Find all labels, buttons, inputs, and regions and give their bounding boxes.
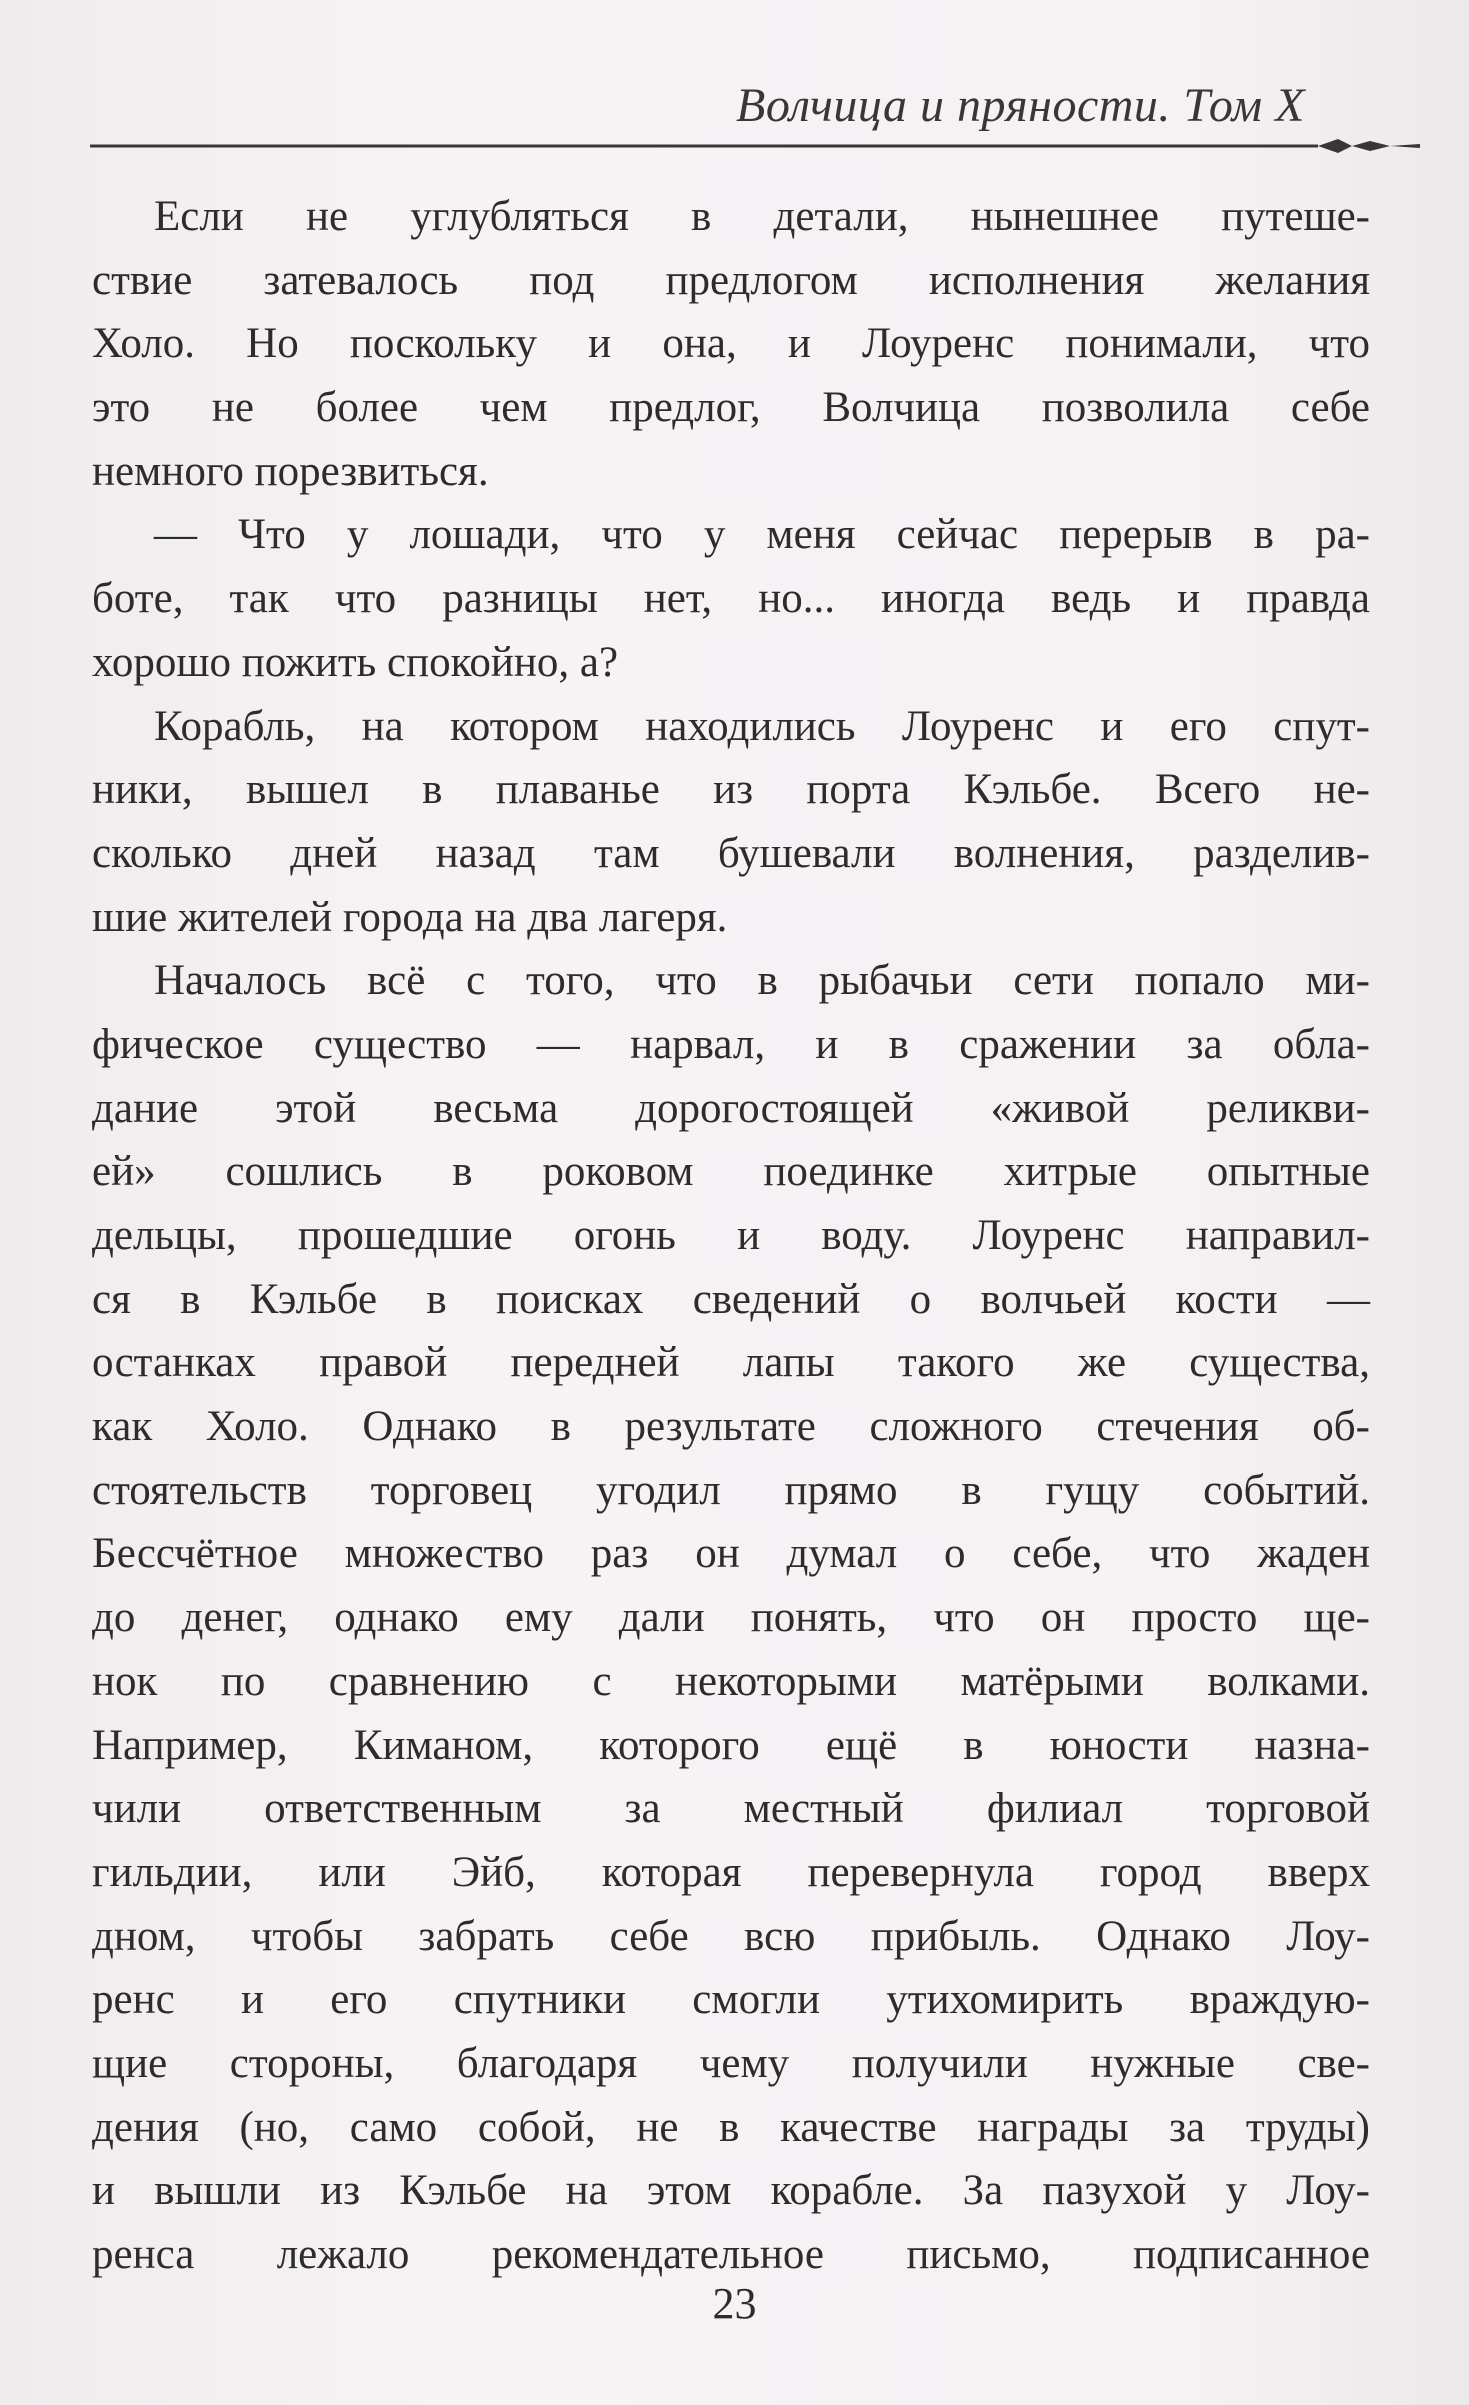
text-line: Корабль, на котором находились Лоуренс и его спут- <box>154 702 1370 750</box>
text-line: ренса лежало рекомендательное письмо, подписанное <box>92 2231 1370 2278</box>
text-line: ся в Кэльбе в поисках сведений о волчьей кости — <box>92 1275 1370 1323</box>
text-line: чили ответственным за местный филиал торговой <box>92 1785 1370 1833</box>
text-line: нок по сравнению с некоторыми матёрыми волками. <box>92 1657 1370 1705</box>
text-line: ей» сошлись в роковом поединке хитрые опытные <box>92 1148 1370 1196</box>
text-line: Холо. Но поскольку и она, и Лоуренс понимали, что <box>92 320 1370 368</box>
text-line: Началось всё с того, что в рыбачьи сети попало ми- <box>154 957 1370 1005</box>
text-line: стоятельств торговец угодил прямо в гущу событий. <box>92 1466 1370 1514</box>
text-line: хорошо пожить спокойно, а? <box>92 638 619 686</box>
rule-ornament-icon <box>1318 139 1352 153</box>
text-line: гильдии, или Эйб, которая перевернула город вверх <box>92 1848 1370 1896</box>
text-line: дельцы, прошедшие огонь и воду. Лоуренс направил- <box>92 1212 1370 1259</box>
text-line: немного порезвиться. <box>92 447 489 495</box>
text-line: ники, вышел в плаванье из порта Кэльбе. Всего не- <box>92 766 1370 814</box>
text-line: шие жителей города на два лагеря. <box>92 893 728 941</box>
text-line: как Холо. Однако в результате сложного стечения об- <box>92 1403 1370 1451</box>
text-line: фическое существо — нарвал, и в сражении за обла- <box>92 1020 1370 1068</box>
running-header <box>90 70 1420 160</box>
text-line: ренс и его спутники смогли утихомирить враждую- <box>92 1976 1370 2024</box>
header-title: Волчица и пряности. Том X <box>736 79 1305 132</box>
text-line: дном, чтобы забрать себе всю прибыль. Однако Лоу- <box>92 1912 1370 1960</box>
header-ornamental-rule <box>90 136 1420 156</box>
text-line: останках правой передней лапы такого же существа, <box>92 1339 1370 1387</box>
text-line: щие стороны, благодаря чему получили нужные све- <box>92 2039 1370 2087</box>
text-line: дание этой весьма дорогостоящей «живой реликви- <box>92 1084 1370 1132</box>
text-line: сколько дней назад там бушевали волнения, разделив- <box>92 829 1370 877</box>
text-line: Если не углубляться в детали, нынешнее путеше- <box>154 193 1370 240</box>
text-line: — Что у лошади, что у меня сейчас перерыв в ра- <box>154 511 1370 559</box>
text-line: это не более чем предлог, Волчица позволила себе <box>92 384 1370 432</box>
text-line: Бессчётное множество раз он думал о себе, что жаден <box>92 1530 1370 1578</box>
text-line: ствие затевалось под предлогом исполнения желания <box>92 256 1370 304</box>
text-line: дения (но, само собой, не в качестве награды за труды) <box>92 2103 1370 2151</box>
page-number: 23 <box>712 2279 757 2328</box>
text-line: Например, Киманом, которого ещё в юности назна- <box>92 1721 1370 1769</box>
text-line: до денег, однако ему дали понять, что он просто ще- <box>92 1594 1370 1642</box>
text-line: боте, так что разницы нет, но... иногда ведь и правда <box>92 575 1370 623</box>
body-text <box>92 185 1370 2287</box>
text-line: и вышли из Кэльбе на этом корабле. За пазухой у Лоу- <box>92 2167 1370 2215</box>
